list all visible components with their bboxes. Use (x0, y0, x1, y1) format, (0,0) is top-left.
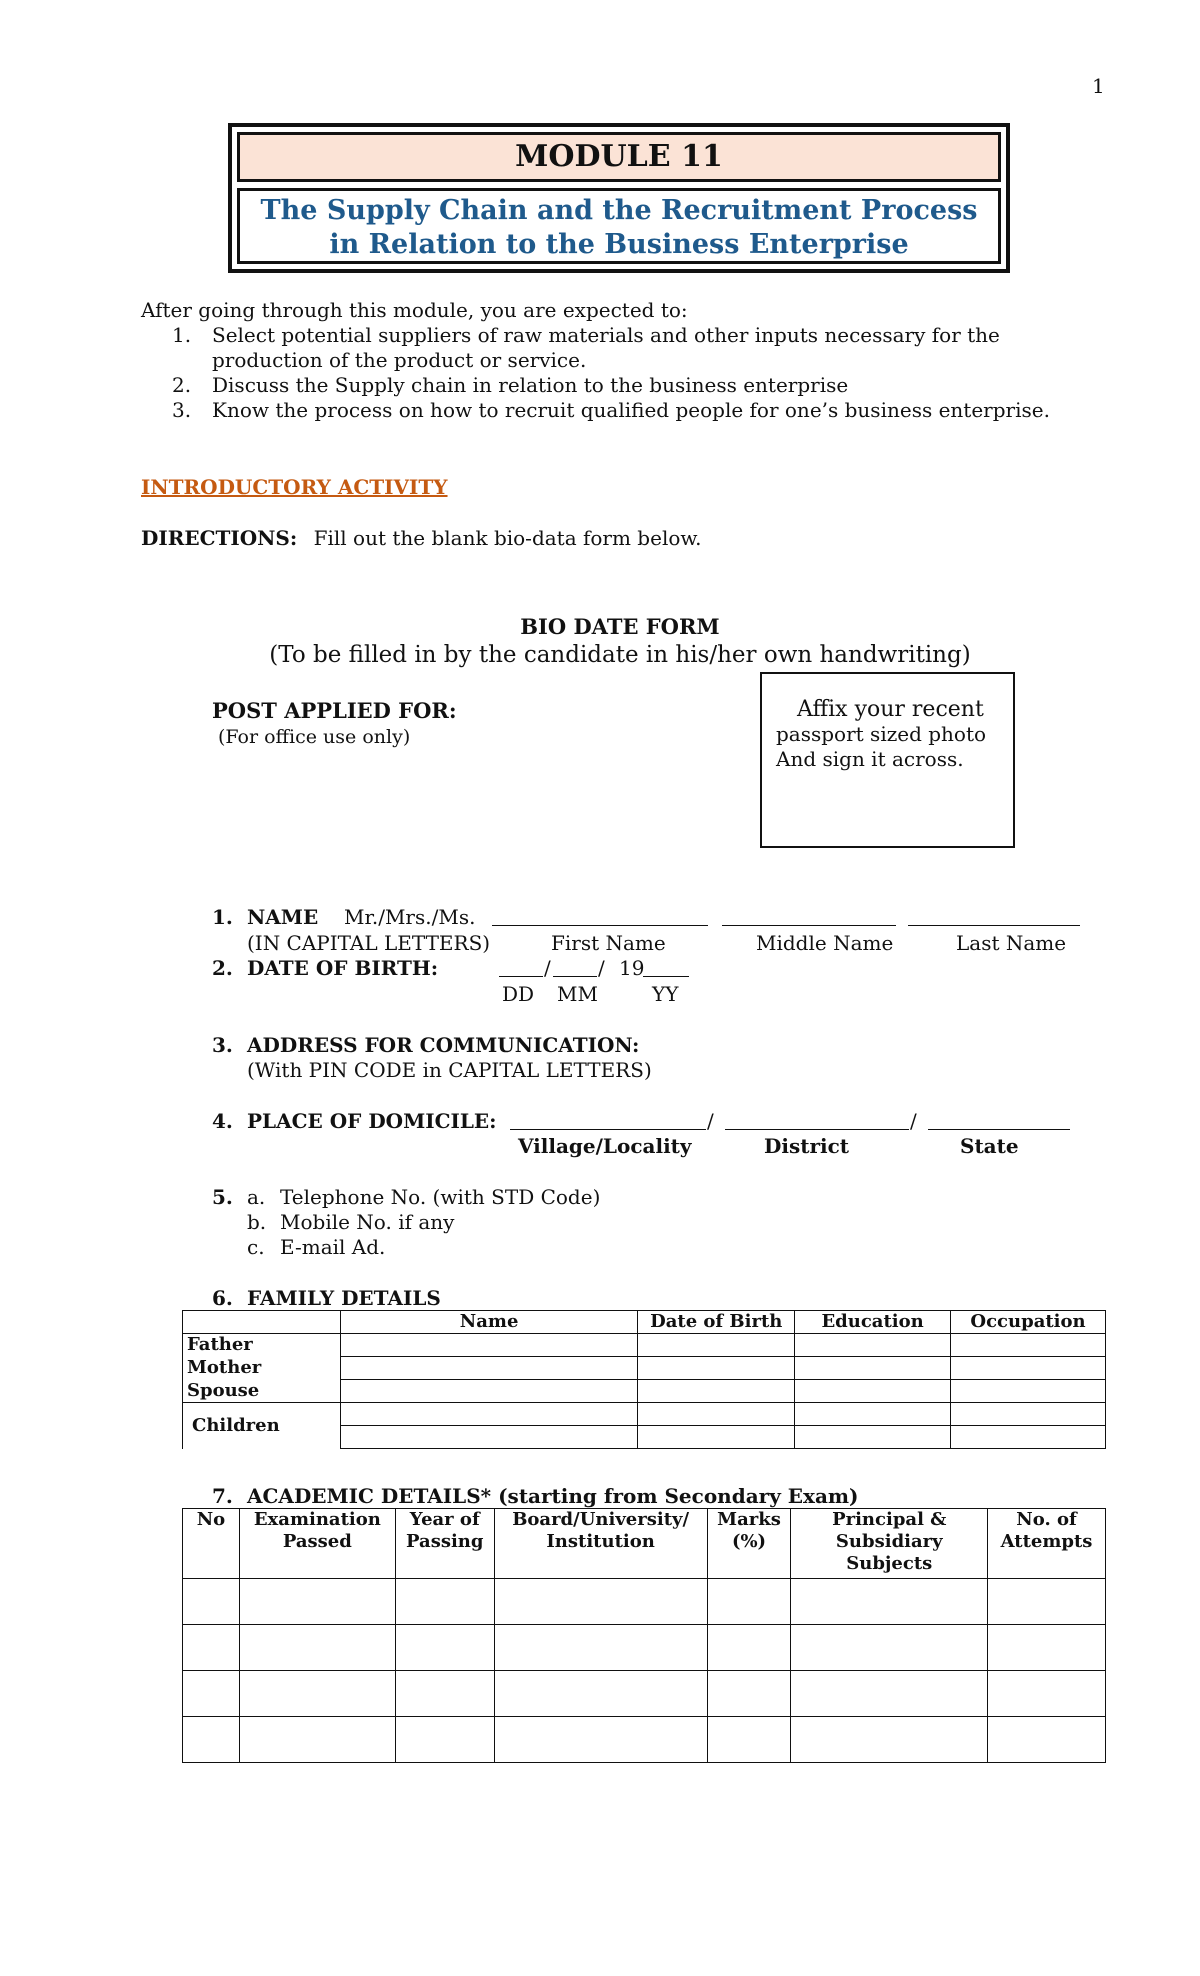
academic-header-text: No (196, 1509, 226, 1530)
academic-header-text: Marks (717, 1509, 781, 1530)
academic-header (395, 1509, 494, 1579)
objective-number: 2. (172, 373, 192, 397)
academic-header-text: (%) (731, 1531, 767, 1552)
table-cell[interactable] (638, 1403, 795, 1426)
objectives-list (172, 323, 1092, 423)
table-row (183, 1717, 1106, 1763)
domicile-number: 4. (212, 1109, 233, 1133)
academic-header-text: No. of (1016, 1509, 1077, 1530)
academic-label: ACADEMIC DETAILS* (starting from Secondary Exam) (247, 1484, 859, 1508)
table-cell[interactable] (707, 1579, 791, 1625)
first-name-caption: First Name (551, 931, 666, 955)
academic-header (988, 1509, 1106, 1579)
objective-item (172, 373, 1092, 398)
table-cell[interactable] (707, 1671, 791, 1717)
table-row (183, 1671, 1106, 1717)
contact-email: E-mail Ad. (280, 1235, 386, 1259)
name-number: 1. (212, 905, 233, 929)
table-row (183, 1625, 1106, 1671)
directions-text: Fill out the blank bio-data form below. (313, 526, 702, 550)
table-cell[interactable] (988, 1579, 1106, 1625)
table-cell[interactable] (951, 1357, 1106, 1380)
table-row (183, 1579, 1106, 1625)
table-cell[interactable] (494, 1671, 707, 1717)
table-row (183, 1380, 1106, 1403)
table-cell[interactable] (951, 1426, 1106, 1449)
academic-header-text: Board/University/ (512, 1509, 690, 1530)
contact-letter: b. (247, 1210, 267, 1234)
table-cell[interactable] (791, 1579, 988, 1625)
dob-year-field[interactable] (643, 958, 689, 977)
table-cell[interactable] (638, 1357, 795, 1380)
name-label: NAME (247, 905, 319, 929)
academic-header-text: Year of (409, 1509, 480, 1530)
objective-number: 3. (172, 398, 192, 422)
table-cell[interactable] (340, 1380, 637, 1403)
address-label: ADDRESS FOR COMMUNICATION: (247, 1033, 640, 1057)
address-note: (With PIN CODE in CAPITAL LETTERS) (247, 1058, 652, 1082)
intro-text: After going through this module, you are expected to: (141, 298, 688, 322)
academic-header-text: Attempts (1000, 1531, 1093, 1552)
family-label: FAMILY DETAILS (247, 1286, 441, 1310)
academic-header (494, 1509, 707, 1579)
middle-name-caption: Middle Name (756, 931, 894, 955)
dob-separator: / (544, 956, 551, 980)
academic-header-text: Examination (253, 1509, 381, 1530)
district-field[interactable] (725, 1111, 909, 1130)
village-field[interactable] (510, 1111, 706, 1130)
family-header: Date of Birth (638, 1311, 795, 1334)
academic-header (183, 1509, 240, 1579)
subtitle-line-1: The Supply Chain and the Recruitment Process (260, 195, 978, 226)
table-cell[interactable] (395, 1625, 494, 1671)
academic-header (707, 1509, 791, 1579)
family-header: Occupation (951, 1311, 1106, 1334)
state-caption: State (960, 1134, 1019, 1158)
table-row (183, 1357, 1106, 1380)
photo-instruction: passport sized photo (776, 722, 987, 746)
table-cell[interactable] (239, 1579, 395, 1625)
academic-table (182, 1508, 1106, 1763)
table-cell[interactable] (791, 1717, 988, 1763)
table-cell[interactable] (791, 1625, 988, 1671)
dob-century: 19 (619, 956, 645, 980)
table-cell[interactable] (638, 1426, 795, 1449)
first-name-field[interactable] (492, 907, 708, 926)
objective-text: Select potential suppliers of raw materials and other inputs necessary for the (212, 323, 1000, 347)
table-cell[interactable] (795, 1357, 951, 1380)
table-cell[interactable] (239, 1625, 395, 1671)
table-cell[interactable] (795, 1426, 951, 1449)
contact-mobile: Mobile No. if any (280, 1210, 455, 1234)
middle-name-field[interactable] (722, 907, 896, 926)
table-cell[interactable] (183, 1579, 240, 1625)
table-cell[interactable] (340, 1403, 637, 1426)
dob-yy-caption: YY (652, 982, 679, 1006)
last-name-field[interactable] (908, 907, 1080, 926)
table-cell[interactable] (340, 1357, 637, 1380)
dob-separator: / (598, 956, 605, 980)
form-subtitle: (To be filled in by the candidate in his/her own handwriting) (269, 642, 971, 668)
family-row-label: Mother (183, 1357, 341, 1380)
table-cell[interactable] (494, 1717, 707, 1763)
table-cell[interactable] (707, 1625, 791, 1671)
photo-instruction: And sign it across. (776, 747, 964, 771)
table-cell[interactable] (951, 1334, 1106, 1357)
table-cell[interactable] (183, 1625, 240, 1671)
contact-letter: c. (247, 1235, 265, 1259)
family-number: 6. (212, 1286, 233, 1310)
table-row (183, 1334, 1106, 1357)
table-cell[interactable] (183, 1671, 240, 1717)
academic-header-text: Institution (546, 1531, 655, 1552)
district-caption: District (764, 1134, 849, 1158)
academic-header (239, 1509, 395, 1579)
table-cell[interactable] (951, 1403, 1106, 1426)
contact-letter: a. (247, 1185, 266, 1209)
address-number: 3. (212, 1033, 233, 1057)
state-field[interactable] (928, 1111, 1070, 1130)
domicile-separator: / (910, 1109, 917, 1133)
photo-instruction: Affix your recent (797, 697, 984, 722)
domicile-label: PLACE OF DOMICILE: (247, 1109, 497, 1133)
dob-day-field[interactable] (499, 958, 543, 977)
table-cell[interactable] (239, 1717, 395, 1763)
dob-month-field[interactable] (553, 958, 597, 977)
table-cell[interactable] (494, 1625, 707, 1671)
last-name-caption: Last Name (956, 931, 1067, 955)
module-subtitle (237, 188, 1001, 264)
table-cell[interactable] (791, 1671, 988, 1717)
dob-dd-caption: DD (502, 982, 535, 1006)
family-row-label: Father (183, 1334, 341, 1357)
table-cell[interactable] (395, 1671, 494, 1717)
table-cell[interactable] (494, 1579, 707, 1625)
post-applied-note: (For office use only) (218, 726, 411, 748)
dob-mm-caption: MM (557, 982, 598, 1006)
objective-text: production of the product or service. (212, 348, 587, 372)
table-cell[interactable] (395, 1717, 494, 1763)
domicile-separator: / (707, 1109, 714, 1133)
table-cell[interactable] (707, 1717, 791, 1763)
family-row-label: Spouse (183, 1380, 341, 1403)
name-note: (IN CAPITAL LETTERS) (247, 931, 491, 955)
table-cell[interactable] (183, 1717, 240, 1763)
academic-header-text: Subjects (846, 1553, 933, 1574)
name-salutation: Mr./Mrs./Ms. (344, 905, 476, 929)
academic-header (791, 1509, 988, 1579)
academic-header-text: Subsidiary (835, 1531, 943, 1552)
post-applied-label: POST APPLIED FOR: (212, 698, 457, 723)
village-caption: Village/Locality (518, 1134, 692, 1158)
academic-number: 7. (212, 1484, 233, 1508)
objective-text: Discuss the Supply chain in relation to the business enterprise (212, 373, 849, 397)
table-row (183, 1403, 1106, 1426)
objective-item (172, 323, 1092, 373)
directions (141, 526, 702, 550)
contact-telephone: Telephone No. (with STD Code) (280, 1185, 601, 1209)
page-number: 1 (1092, 74, 1105, 98)
dob-label: DATE OF BIRTH: (247, 956, 439, 980)
family-table (182, 1310, 1106, 1449)
table-cell[interactable] (988, 1717, 1106, 1763)
form-title: BIO DATE FORM (520, 614, 720, 639)
objective-number: 1. (172, 323, 192, 347)
academic-header-text: Principal & (832, 1509, 947, 1530)
table-cell[interactable] (638, 1380, 795, 1403)
family-header-blank (183, 1311, 341, 1334)
introductory-activity-heading: INTRODUCTORY ACTIVITY (141, 475, 448, 499)
table-cell[interactable] (988, 1671, 1106, 1717)
table-cell[interactable] (795, 1334, 951, 1357)
dob-number: 2. (212, 956, 233, 980)
table-cell[interactable] (638, 1334, 795, 1357)
table-cell[interactable] (340, 1426, 637, 1449)
objective-item (172, 398, 1092, 423)
table-cell[interactable] (340, 1334, 637, 1357)
family-row-label: Children (183, 1403, 341, 1449)
family-header: Education (795, 1311, 951, 1334)
table-cell[interactable] (795, 1380, 951, 1403)
subtitle-line-2: in Relation to the Business Enterprise (329, 229, 909, 260)
table-cell[interactable] (395, 1579, 494, 1625)
family-header: Name (340, 1311, 637, 1334)
academic-header-text: Passed (282, 1531, 352, 1552)
table-cell[interactable] (951, 1380, 1106, 1403)
photo-box[interactable] (760, 672, 1015, 848)
table-cell[interactable] (988, 1625, 1106, 1671)
table-cell[interactable] (795, 1403, 951, 1426)
directions-label: DIRECTIONS: (141, 526, 298, 550)
objective-text: Know the process on how to recruit qualified people for one’s business enterprise. (212, 398, 1050, 422)
module-title: MODULE 11 (237, 132, 1001, 182)
academic-header-text: Passing (405, 1531, 484, 1552)
table-cell[interactable] (239, 1671, 395, 1717)
contacts-number: 5. (212, 1185, 233, 1209)
